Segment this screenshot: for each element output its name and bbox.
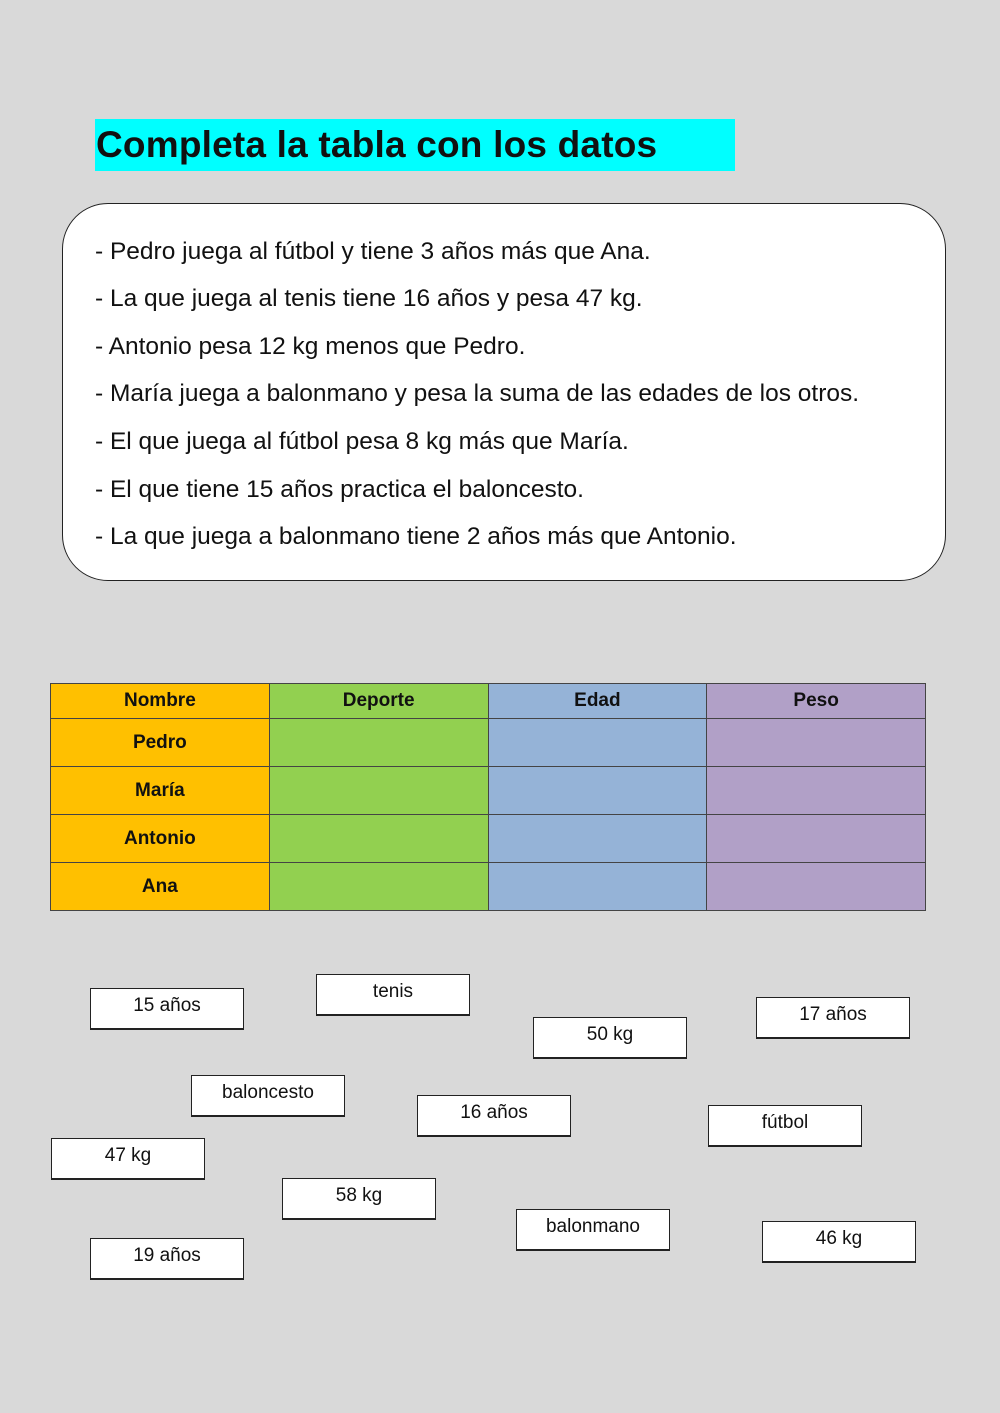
peso-drop-cell[interactable] — [707, 767, 926, 815]
clues-box — [62, 203, 946, 581]
drag-card[interactable]: 58 kg — [282, 1178, 436, 1220]
drag-card[interactable]: baloncesto — [191, 1075, 345, 1117]
drag-card[interactable]: 16 años — [417, 1095, 571, 1137]
drag-card[interactable]: balonmano — [516, 1209, 670, 1251]
clue-3: - Antonio pesa 12 kg menos que Pedro. — [95, 333, 526, 360]
header-edad: Edad — [488, 684, 707, 719]
table-row — [51, 719, 926, 767]
edad-drop-cell[interactable] — [488, 767, 707, 815]
table-row — [51, 815, 926, 863]
clue-4: - María juega a balonmano y pesa la suma de las edades de los otros. — [95, 380, 860, 407]
drag-card[interactable]: fútbol — [708, 1105, 862, 1147]
drag-card[interactable]: 47 kg — [51, 1138, 205, 1180]
drag-card[interactable]: 17 años — [756, 997, 910, 1039]
clue-1: - Pedro juega al fútbol y tiene 3 años más que Ana. — [95, 238, 651, 265]
clue-6: - El que tiene 15 años practica el baloncesto. — [95, 476, 584, 503]
header-peso: Peso — [707, 684, 926, 719]
row-name: María — [51, 767, 270, 815]
peso-drop-cell[interactable] — [707, 815, 926, 863]
drag-card[interactable]: 15 años — [90, 988, 244, 1030]
drag-card[interactable]: 19 años — [90, 1238, 244, 1280]
clue-5: - El que juega al fútbol pesa 8 kg más que María. — [95, 428, 629, 455]
deporte-drop-cell[interactable] — [269, 767, 488, 815]
deporte-drop-cell[interactable] — [269, 719, 488, 767]
answer-table — [50, 683, 926, 911]
edad-drop-cell[interactable] — [488, 815, 707, 863]
deporte-drop-cell[interactable] — [269, 863, 488, 911]
drag-card[interactable]: 50 kg — [533, 1017, 687, 1059]
row-name: Pedro — [51, 719, 270, 767]
table-header-row — [51, 684, 926, 719]
clue-7: - La que juega a balonmano tiene 2 años más que Antonio. — [95, 523, 737, 550]
peso-drop-cell[interactable] — [707, 863, 926, 911]
table-row — [51, 767, 926, 815]
header-nombre: Nombre — [51, 684, 270, 719]
peso-drop-cell[interactable] — [707, 719, 926, 767]
edad-drop-cell[interactable] — [488, 719, 707, 767]
drag-card[interactable]: 46 kg — [762, 1221, 916, 1263]
clue-2: - La que juega al tenis tiene 16 años y pesa 47 kg. — [95, 285, 643, 312]
row-name: Antonio — [51, 815, 270, 863]
edad-drop-cell[interactable] — [488, 863, 707, 911]
page-title: Completa la tabla con los datos — [95, 119, 735, 171]
table-row — [51, 863, 926, 911]
deporte-drop-cell[interactable] — [269, 815, 488, 863]
drag-card[interactable]: tenis — [316, 974, 470, 1016]
row-name: Ana — [51, 863, 270, 911]
header-deporte: Deporte — [269, 684, 488, 719]
